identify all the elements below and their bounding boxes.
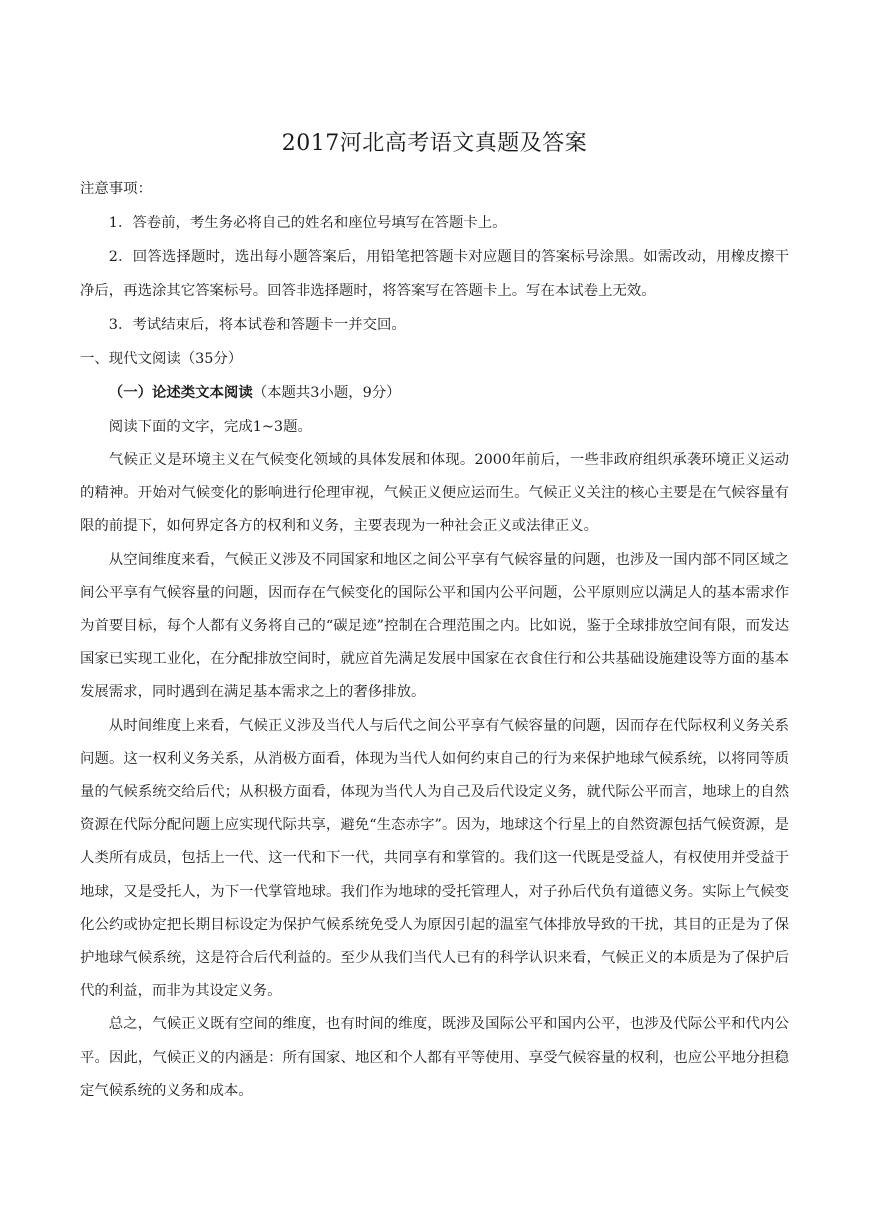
subsection-note: （本题共3小题，9分） — [252, 385, 401, 401]
notice-item-3: 3．考试结束后，将本试卷和答题卡一并交回。 — [108, 317, 406, 333]
reading-instruction: 阅读下面的文字，完成1~3题。 — [108, 419, 312, 435]
passage-paragraph-4: 总之，气候正义既有空间的维度，也有时间的维度，既涉及国际公平和国内公平，也涉及代际公平和代内公平。因此，气候正义的内涵是：所有国家、地区和个人都有平等使用、享受气候容量的权利，也应公平地分担稳定气候系统的义务和成本。 — [80, 1016, 789, 1099]
subsection-heading — [80, 376, 789, 410]
section-heading: 一、现代文阅读（35分） — [80, 351, 243, 367]
subsection-title: （一）论述类文本阅读 — [108, 384, 253, 401]
passage-paragraph-3: 从时间维度上来看，气候正义涉及当代人与后代之间公平享有气候容量的问题，因而存在代际权利义务关系问题。这一权利义务关系，从消极方面看，体现为当代人如何约束自己的行为来保护地球气候系统，以将同等质量的气候系统交给后代；从积极方面看，体现为当代人为自己及后代设定义务，就代际公平而言，地球上的自然资源在代际分配问题上应实现代际共享，避免“生态赤字”。因为，地球这个行星上的自然资源包括气候资源，是人类所有成员，包括上一代、这一代和下一代，共同享有和掌管的。我们这一代既是受益人，有权使用并受益于地球，又是受托人，为下一代掌管地球。我们作为地球的受托管理人，对子孙后代负有道德义务。实际上气候变化公约或协定把长期目标设定为保护气候系统免受人为原因引起的温室气体排放导致的干扰，其目的正是为了保护地球气候系统，这是符合后代利益的。至少从我们当代人已有的科学认识来看，气候正义的本质是为了保护后代的利益，而非为其设定义务。 — [80, 717, 789, 1000]
notice-item-2: 2．回答选择题时，选出每小题答案后，用铅笔把答题卡对应题目的答案标号涂黑。如需改动，用橡皮擦干净后，再选涂其它答案标号。回答非选择题时，将答案写在答题卡上。写在本试卷上无效。 — [80, 249, 789, 299]
notice-item-1: 1．答卷前，考生务必将自己的姓名和座位号填写在答题卡上。 — [108, 215, 507, 231]
notice-heading: 注意事项： — [80, 181, 152, 197]
passage-paragraph-2: 从空间维度来看，气候正义涉及不同国家和地区之间公平享有气候容量的问题，也涉及一国内部不同区域之间公平享有气候容量的问题，因而存在气候变化的国际公平和国内公平问题，公平原则应以满足人的基本需求作为首要目标，每个人都有义务将自己的“碳足迹”控制在合理范围之内。比如说，鉴于全球排放空间有限，而发达国家已实现工业化，在分配排放空间时，就应首先满足发展中国家在衣食住行和公共基础设施建设等方面的基本发展需求，同时遇到在满足基本需求之上的奢侈排放。 — [80, 551, 789, 701]
document-title: 2017河北高考语文真题及答案 — [281, 131, 588, 156]
passage-paragraph-1: 气候正义是环境主义在气候变化领域的具体发展和体现。2000年前后，一些非政府组织承袭环境正义运动的精神。开始对气候变化的影响进行伦理审视，气候正义便应运而生。气候正义关注的核心主要是在气候容量有限的前提下，如何界定各方的权利和义务，主要表现为一种社会正义或法律正义。 — [80, 452, 789, 535]
